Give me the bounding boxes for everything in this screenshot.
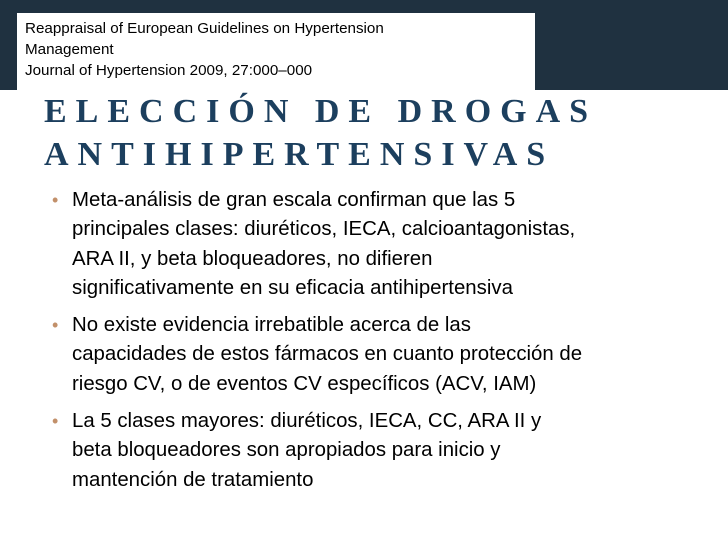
bullet-item [52, 407, 712, 495]
bullet-text-line: principales clases: diuréticos, IECA, calcioantagonistas, [72, 218, 576, 241]
bullet-text-line: significativamente en su eficacia antihipertensiva [72, 276, 513, 299]
bullet-dot-icon: • [52, 190, 59, 210]
slide-title-line: ELECCIÓN DE DROGAS [44, 93, 598, 130]
bullet-dot-icon: • [52, 411, 59, 432]
bullet-text-line: mantención de tratamiento [72, 468, 314, 491]
citation-line: Journal of Hypertension 2009, 27:000–000 [25, 62, 313, 79]
bullet-text-line: La 5 clases mayores: diuréticos, IECA, CC, ARA II y [72, 410, 542, 433]
slide-title-line: ANTIHIPERTENSIVAS [44, 136, 555, 173]
citation-line: Reappraisal of European Guidelines on Hypertension [25, 20, 384, 37]
bullet-text-line: beta bloqueadores son apropiados para inicio y [72, 439, 501, 462]
bullet-text-line: ARA II, y beta bloqueadores, no difieren [72, 247, 433, 270]
bullet-text-line: No existe evidencia irrebatible acerca de las [72, 314, 471, 337]
bullet-item [52, 311, 712, 399]
bullet-text-line: riesgo CV, o de eventos CV específicos (ACV, IAM) [72, 372, 537, 395]
bullet-list [52, 186, 712, 503]
citation-line: Management [25, 41, 114, 58]
bullet-text-line: Meta-análisis de gran escala confirman que las 5 [72, 189, 516, 211]
bullet-dot-icon: • [52, 315, 59, 336]
slide-title [44, 90, 704, 176]
bullet-item [52, 186, 712, 303]
citation-box [17, 13, 535, 90]
bullet-text-line: capacidades de estos fármacos en cuanto protección de [72, 343, 583, 366]
